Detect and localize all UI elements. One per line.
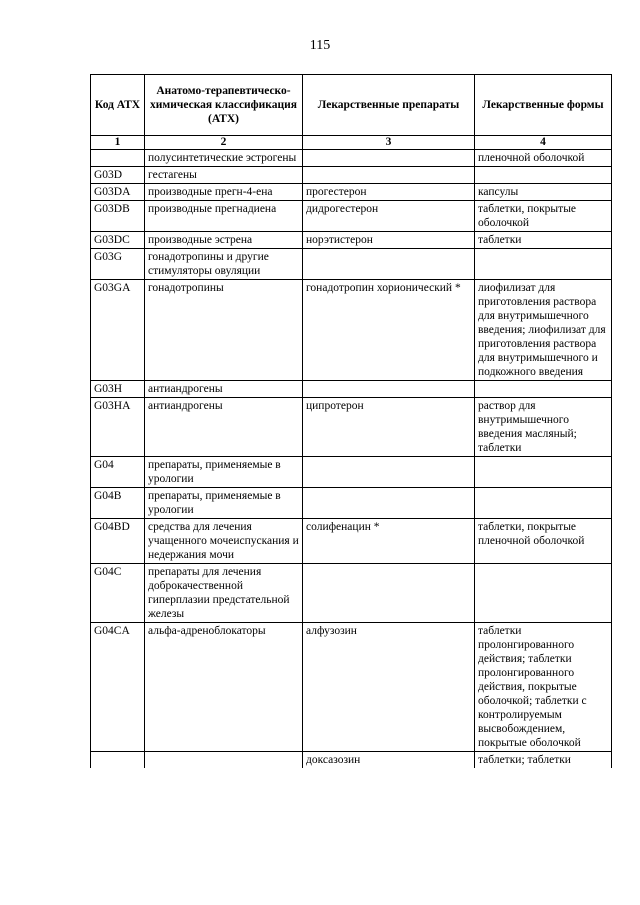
- header-drugs: Лекарственные препараты: [303, 75, 475, 136]
- header-dosage-forms: Лекарственные формы: [475, 75, 612, 136]
- table-row: [91, 752, 612, 769]
- cell-dosage-form: [475, 564, 612, 623]
- cell-dosage-form: [475, 488, 612, 519]
- cell-classification: [145, 752, 303, 769]
- cell-dosage-form: таблетки пролонгированного действия; таблетки пролонгированного действия, покрытые оболочкой; таблетки с контролируемым высвобождением, покрытые оболочкой: [475, 623, 612, 752]
- cell-drug: прогестерон: [303, 184, 475, 201]
- cell-classification: производные прегнадиена: [145, 201, 303, 232]
- cell-atx-code: G04B: [91, 488, 145, 519]
- cell-drug: ципротерон: [303, 398, 475, 457]
- cell-classification: альфа-адреноблокаторы: [145, 623, 303, 752]
- page-number: 115: [309, 38, 331, 53]
- cell-atx-code: G03GA: [91, 280, 145, 381]
- table-row: [91, 150, 612, 167]
- cell-dosage-form: [475, 457, 612, 488]
- cell-drug: солифенацин *: [303, 519, 475, 564]
- cell-classification: препараты, применяемые в урологии: [145, 488, 303, 519]
- column-number: 4: [475, 136, 612, 150]
- column-number: 1: [91, 136, 145, 150]
- header-atx-classification: Анатомо-терапевтическо-химическая классификация (АТХ): [145, 75, 303, 136]
- cell-drug: норэтистерон: [303, 232, 475, 249]
- cell-classification: препараты, применяемые в урологии: [145, 457, 303, 488]
- cell-atx-code: G04: [91, 457, 145, 488]
- cell-classification: полусинтетические эстрогены: [145, 150, 303, 167]
- cell-drug: [303, 249, 475, 280]
- cell-atx-code: G04BD: [91, 519, 145, 564]
- cell-dosage-form: пленочной оболочкой: [475, 150, 612, 167]
- cell-dosage-form: таблетки, покрытые пленочной оболочкой: [475, 519, 612, 564]
- cell-dosage-form: раствор для внутримышечного введения масляный; таблетки: [475, 398, 612, 457]
- table-row: [91, 381, 612, 398]
- table-row: [91, 457, 612, 488]
- table-row: [91, 167, 612, 184]
- cell-drug: [303, 564, 475, 623]
- cell-classification: антиандрогены: [145, 381, 303, 398]
- column-number: 3: [303, 136, 475, 150]
- cell-dosage-form: [475, 167, 612, 184]
- cell-classification: гестагены: [145, 167, 303, 184]
- cell-atx-code: [91, 150, 145, 167]
- table-row: [91, 201, 612, 232]
- cell-atx-code: G03G: [91, 249, 145, 280]
- cell-dosage-form: капсулы: [475, 184, 612, 201]
- table-row: [91, 564, 612, 623]
- cell-classification: производные прегн-4-ена: [145, 184, 303, 201]
- cell-dosage-form: таблетки; таблетки: [475, 752, 612, 769]
- cell-atx-code: G03DC: [91, 232, 145, 249]
- cell-dosage-form: [475, 381, 612, 398]
- cell-dosage-form: [475, 249, 612, 280]
- cell-drug: [303, 167, 475, 184]
- cell-classification: гонадотропины: [145, 280, 303, 381]
- header-atx-code: Код АТХ: [91, 75, 145, 136]
- table-row: [91, 249, 612, 280]
- cell-atx-code: G03DB: [91, 201, 145, 232]
- column-number: 2: [145, 136, 303, 150]
- cell-drug: алфузозин: [303, 623, 475, 752]
- table-row: [91, 398, 612, 457]
- cell-drug: [303, 381, 475, 398]
- cell-dosage-form: таблетки: [475, 232, 612, 249]
- cell-dosage-form: таблетки, покрытые оболочкой: [475, 201, 612, 232]
- cell-classification: средства для лечения учащенного мочеиспускания и недержания мочи: [145, 519, 303, 564]
- table-header-row: [91, 75, 612, 136]
- table-row: [91, 519, 612, 564]
- cell-classification: производные эстрена: [145, 232, 303, 249]
- table-row: [91, 623, 612, 752]
- cell-atx-code: G03DA: [91, 184, 145, 201]
- cell-classification: препараты для лечения доброкачественной гиперплазии предстательной железы: [145, 564, 303, 623]
- atx-table: [90, 74, 612, 768]
- cell-drug: [303, 457, 475, 488]
- table-row: [91, 488, 612, 519]
- cell-atx-code: G03D: [91, 167, 145, 184]
- cell-drug: [303, 150, 475, 167]
- table-row: [91, 232, 612, 249]
- cell-classification: гонадотропины и другие стимуляторы овуляции: [145, 249, 303, 280]
- cell-atx-code: G03H: [91, 381, 145, 398]
- table-row: [91, 280, 612, 381]
- cell-drug: дидрогестерон: [303, 201, 475, 232]
- cell-atx-code: G04C: [91, 564, 145, 623]
- cell-atx-code: [91, 752, 145, 769]
- cell-classification: антиандрогены: [145, 398, 303, 457]
- cell-atx-code: G03HA: [91, 398, 145, 457]
- cell-atx-code: G04CA: [91, 623, 145, 752]
- cell-drug: доксазозин: [303, 752, 475, 769]
- cell-drug: [303, 488, 475, 519]
- cell-dosage-form: лиофилизат для приготовления раствора для внутримышечного введения; лиофилизат для приготовления раствора для внутримышечного и подкожного введения: [475, 280, 612, 381]
- table-row: [91, 184, 612, 201]
- cell-drug: гонадотропин хорионический *: [303, 280, 475, 381]
- column-number-row: [91, 136, 612, 150]
